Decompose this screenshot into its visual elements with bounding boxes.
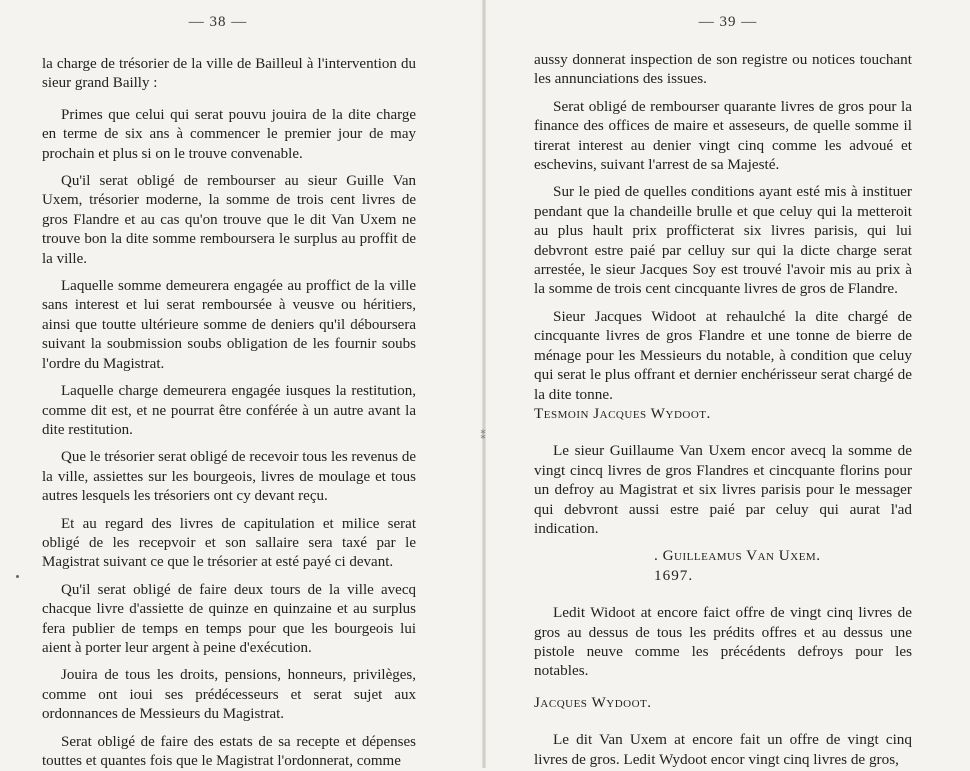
paragraph: Le sieur Guillaume Van Uxem encor avecq la somme de vingt cincq livres de gros Flandres et cincquante florins pour un defroy au Magistrat et six livres parisis pour le messager qui debvront aussi estre paié par celuy qui aurat l'ad indication. (534, 442, 912, 537)
paragraph: Sieur Jacques Widoot at rehaulché la dite chargé de cincquante livres de gros Flandre et une tonne de bierre de ménage pour les Messieurs du notable, à condition que celuy qui serat le plus offrant et dernier enchérisseur serat chargé de la dite tonne. (534, 307, 912, 403)
paragraph: Qu'il serat obligé de faire deux tours de la ville avecq chacque livre d'assiette de quinze en quinzaine et au surplus fera publier de temps en temps pour que les bourgeois lui aient à porter leur argent à peine d'exécution. (42, 581, 416, 656)
paragraph: Primes que celui qui serat pouvu jouira de la dite charge en terme de six ans à commencer le premier jour de may prochain et plus si on le trouve convenable. (42, 106, 416, 162)
paragraph: Et au regard des livres de capitulation et milice serat obligé de les recepvoir et son sallaire sera taxé par le Magistrat suivant ce que le trésorier at esté payé ci devant. (42, 515, 416, 571)
paragraph: Jouira de tous les droits, pensions, honneurs, privilèges, comme ont ioui ses prédécesseurs et serat sujet aux ordonnances de Messieurs du Magistrat. (42, 667, 416, 723)
paragraph: Que le trésorier serat obligé de recevoir tous les revenus de la ville, assiettes sur les bourgeois, livres de moulage et tous autres lesquels les trésoriers ont cy devant reçu. (42, 449, 416, 505)
right-page-text (534, 50, 912, 769)
paragraph: Le dit Van Uxem at encore fait un offre de vingt cinq livres de gros. Ledit Wydoot encor vingt cinq livres de gros, (534, 731, 912, 768)
signature-jacques-wydoot: Tesmoin Jacques Wydoot. (534, 404, 711, 422)
signature-jacques-wydoot-2: Jacques Wydoot. (534, 693, 652, 711)
paragraph: Laquelle charge demeurera engagée iusques la restitution, comme dit est, et ne pourrat être conférée à un autre avant la dite restitution. (42, 383, 416, 438)
page-number-38: — 38 — (188, 14, 248, 30)
paragraph: Sur le pied de quelles conditions ayant esté mis à instituer pendant que la chandeille brulle et que celuy qui la metteroit au plus hault prix profficterat six livres parisis, qui lui debvront estre paié par celluy sur qui la dicte charge serat arrestée, le sieur Jacques Soy est trouvé l'avoir mis au prix à la somme de trois cent cincquante livres de gros de Flandre. (534, 183, 912, 298)
paragraph: Ledit Widoot at encore faict offre de vingt cinq livres de gros au dessus de tous les prédits offres et au dessus une pistole neuve comme les précédents defroys pour les notables. (534, 604, 912, 680)
signature-guilleamus-van-uxem: . Guilleamus Van Uxem. (654, 547, 821, 565)
paragraph: Qu'il serat obligé de rembourser au sieur Guille Van Uxem, trésorier moderne, la somme de trois cent livres de gros Flandre et au cas qu'on trouve que le dit Van Uxem ne trouve bon la dite somme remboursera le surplus au proffit de la ville. (42, 173, 416, 267)
right-page (486, 0, 970, 768)
paragraph: Laquelle somme demeurera engagée au proffict de la ville sans interest et lui serat remboursée à veusve ou héritiers, ainsi que toutte ultérieure somme de deniers qu'il déboursera suivant la soubmission soubs obligation de les fournir soubs l'ordre du Magistrat. (42, 278, 416, 372)
left-page (0, 0, 484, 768)
printing-speck (16, 575, 19, 578)
year-heading: 1697. (654, 566, 694, 584)
page-number-39: — 39 — (698, 14, 758, 30)
paragraph: aussy donnerat inspection de son registre ou notices touchant les annunciations des issues. (534, 51, 912, 88)
paragraph: Serat obligé de rembourser quarante livres de gros pour la finance des offices de maire et asseseurs, de quelle somme il tirerat interest au denier vingt cinq comme les advoué et eschevins, suivant l'arrest de sa Majesté. (534, 97, 912, 174)
gutter-mark-icon: ⁑ (480, 431, 486, 442)
paragraph: la charge de trésorier de la ville de Bailleul à l'intervention du sieur grand Bailly : (42, 56, 416, 92)
left-page-text (42, 55, 416, 771)
paragraph: Serat obligé de faire des estats de sa recepte et dépenses touttes et quantes fois que le Magistrat l'ordonnerat, comme (42, 733, 416, 769)
